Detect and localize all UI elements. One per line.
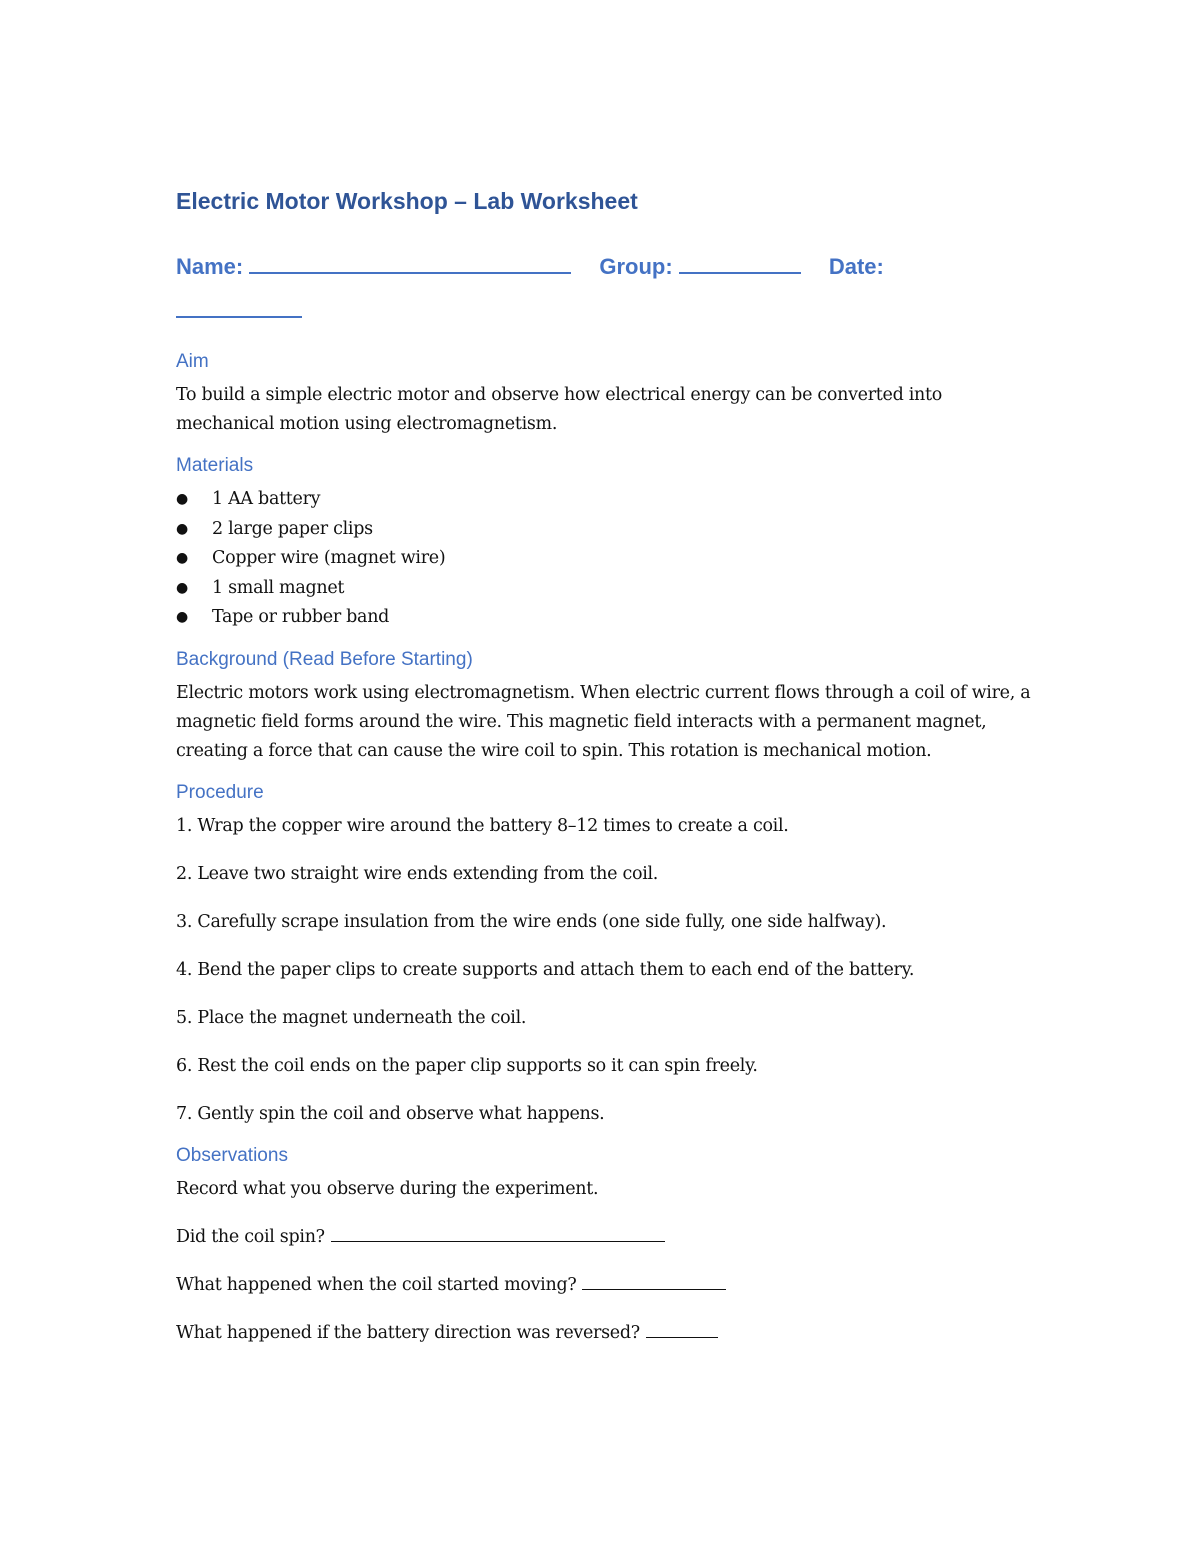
- procedure-step: 3. Carefully scrape insulation from the wire ends (one side fully, one side halfway).: [176, 911, 887, 932]
- list-item: ● Tape or rubber band: [176, 603, 1036, 633]
- aim-heading: Aim: [176, 351, 209, 372]
- observation-question: Did the coil spin?: [176, 1223, 1036, 1252]
- date-blank[interactable]: [176, 296, 302, 318]
- date-label: Date:: [828, 254, 884, 279]
- background-text: Electric motors work using electromagnetism. When electric current flows through a coil of wire, a magnetic field forms around the wire. This magnetic field interacts with a permanent magnet, creating a force that can cause the wire coil to spin. This rotation is mechanical motion.: [176, 682, 1031, 761]
- bullet-icon: ●: [176, 609, 188, 625]
- procedure-heading: Procedure: [176, 781, 264, 803]
- procedure-step: 2. Leave two straight wire ends extending from the coil.: [176, 863, 659, 884]
- materials-section: [176, 455, 1036, 633]
- procedure-step: 4. Bend the paper clips to create supports and attach them to each end of the battery.: [176, 959, 915, 980]
- worksheet-title: Electric Motor Workshop – Lab Worksheet: [176, 188, 638, 214]
- answer-blank[interactable]: [582, 1271, 726, 1290]
- bullet-icon: ●: [176, 579, 188, 596]
- observations-heading: Observations: [176, 1144, 288, 1166]
- name-label: Name:: [176, 254, 244, 279]
- procedure-step: 7. Gently spin the coil and observe what happens.: [176, 1103, 605, 1124]
- materials-heading: Materials: [176, 455, 254, 476]
- list-item: ● Copper wire (magnet wire): [176, 544, 1036, 574]
- procedure-step: 5. Place the magnet underneath the coil.: [176, 1007, 527, 1028]
- answer-blank[interactable]: [646, 1319, 718, 1338]
- bullet-icon: ●: [176, 550, 188, 566]
- worksheet-page: [176, 188, 1036, 1367]
- header-fields: [176, 245, 1036, 333]
- bullet-icon: ●: [176, 520, 188, 537]
- bullet-icon: ●: [176, 491, 188, 507]
- group-blank[interactable]: [679, 252, 801, 274]
- aim-text: To build a simple electric motor and observe how electrical energy can be converted into mechanical motion using electromagnetism.: [176, 385, 942, 434]
- procedure-section: [176, 782, 1036, 1129]
- observation-question: What happened when the coil started moving?: [176, 1271, 1036, 1300]
- observation-question: What happened if the battery direction was reversed?: [176, 1319, 1036, 1348]
- procedure-step: 1. Wrap the copper wire around the battery 8–12 times to create a coil.: [176, 815, 789, 836]
- observations-section: [176, 1145, 1036, 1348]
- aim-section: [176, 351, 1036, 439]
- list-item: ● 2 large paper clips: [176, 515, 1036, 545]
- name-blank[interactable]: [249, 252, 571, 274]
- group-label: Group:: [599, 254, 673, 279]
- observations-intro: Record what you observe during the experiment.: [176, 1178, 599, 1199]
- materials-list: [176, 485, 1036, 633]
- background-heading: Background (Read Before Starting): [176, 648, 473, 670]
- procedure-step: 6. Rest the coil ends on the paper clip supports so it can spin freely.: [176, 1055, 758, 1076]
- list-item: ● 1 AA battery: [176, 485, 1036, 515]
- background-section: [176, 649, 1036, 766]
- answer-blank[interactable]: [331, 1223, 665, 1242]
- list-item: ● 1 small magnet: [176, 574, 1036, 604]
